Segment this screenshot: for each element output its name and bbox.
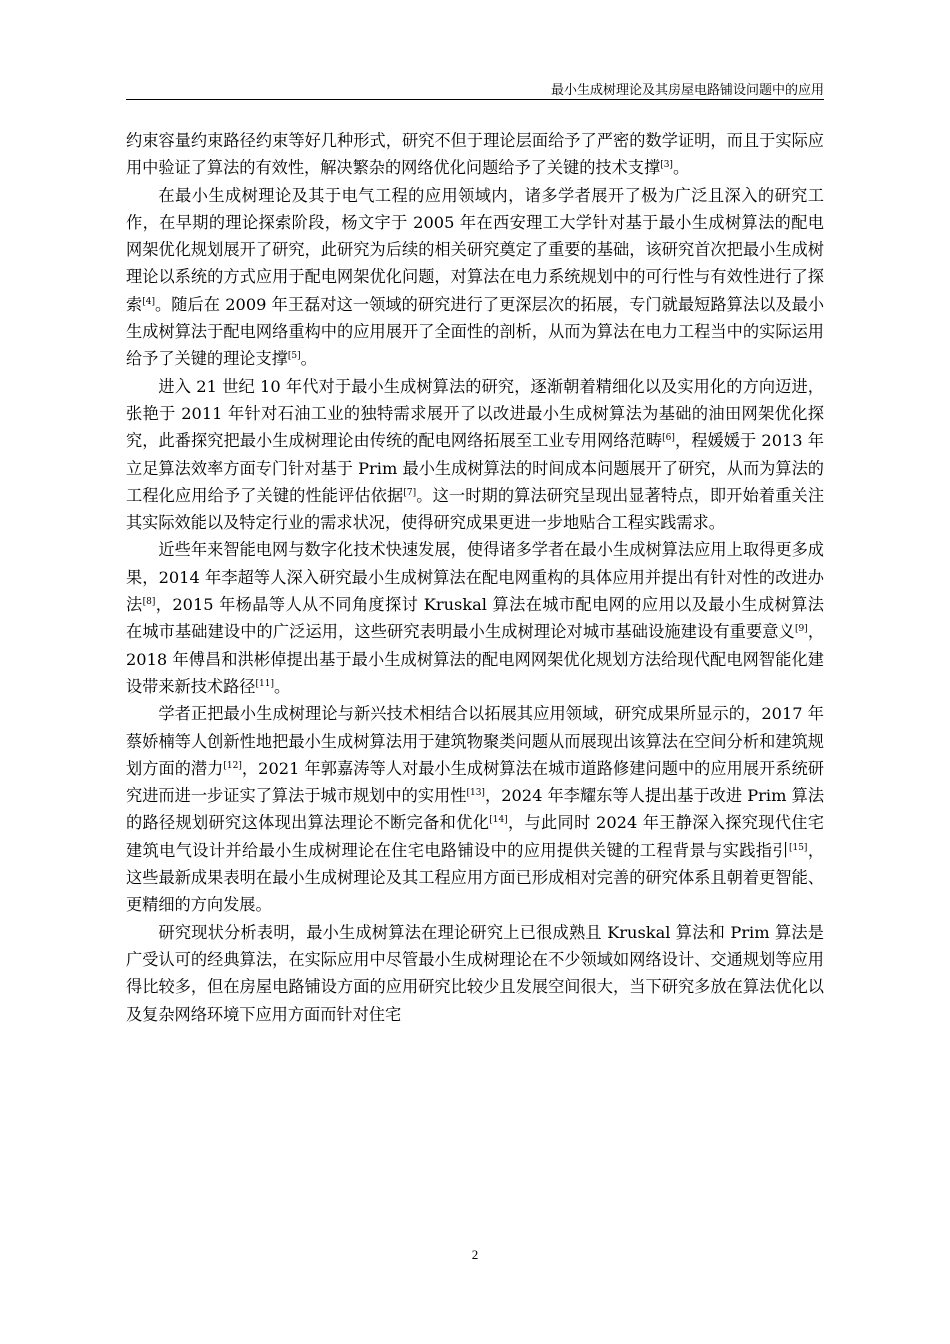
paragraph-text: 。 (273, 676, 291, 696)
paragraph (126, 919, 824, 1028)
paragraph-text: 进入 21 世纪 10 年代对于最小生成树算法的研究，逐渐朝着精细化以及实用化的方向迈进，张艳于 2011 年针对石油工业的独特需求展开了以改进最小生成树算法为基础的油田网架优化探究，此番探究把最小生成树理论由传统的配电网络拓展至工业专用网络范畴 (126, 376, 824, 451)
paragraph-text: 研究现状分析表明，最小生成树算法在理论研究上已很成熟且 Kruskal 算法和 Prim 算法是广受认可的经典算法，在实际应用中尽管最小生成树理论在不少领域如网络设计、交通规划等应用得比较多，但在房屋电路铺设方面的应用研究比较少且发展空间很大，当下研究多放在算法优化以及复杂网络环境下应用方面而针对住宅 (126, 922, 824, 1024)
citation-ref: [9] (794, 624, 808, 635)
paragraph-text: ，2021 年郭嘉涛等人对最小生成树算法在城市道路修建问题中的应用展开系统研究进而进一步证实了算法于城市规划中的实用性 (126, 758, 824, 806)
citation-ref: [13] (466, 788, 485, 799)
paragraph-text: ，2015 年杨晶等人从不同角度探讨 Kruskal 算法在城市配电网的应用以及最小生成树算法在城市基础建设中的广泛运用，这些研究表明最小生成树理论对城市基础设施建设有重要意义 (126, 595, 824, 642)
paragraph-text: ，程媛媛于 2013 年立足算法效率方面专门针对基于 Prim 最小生成树算法的时间成本问题展开了研究，从而为算法的工程化应用给予了关键的性能评估依据 (126, 431, 824, 505)
paragraph-text: ，2024 年李耀东等人提出基于改进 Prim 算法的路径规划研究这体现出算法理论不断完备和优化 (126, 786, 825, 833)
citation-ref: [4] (142, 296, 155, 307)
citation-ref: [8] (142, 597, 156, 608)
paragraph-text: 。这一时期的算法研究呈现出显著特点，即开始着重关注其实际效能以及特定行业的需求状况，使得研究成果更进一步地贴合工程实践需求。 (126, 485, 825, 533)
paragraph (126, 700, 824, 918)
paragraph-text: 。 (672, 158, 690, 178)
citation-ref: [5] (287, 351, 301, 362)
paragraph (126, 536, 824, 700)
page-number: 2 (471, 1247, 479, 1262)
paragraph-text: 近些年来智能电网与数字化技术快速发展，使得诸多学者在最小生成树算法应用上取得更多成果，2014 年李超等人深入研究最小生成树算法在配电网重构的具体应用并提出有针对性的改进办法 (126, 540, 824, 615)
paragraph (126, 127, 824, 182)
paragraph-text: 在最小生成树理论及其于电气工程的应用领域内，诸多学者展开了极为广泛且深入的研究工作，在早期的理论探索阶段，杨文宇于 2005 年在西安理工大学针对基于最小生成树算法的配电网架优化规划展开了研究，此研究为后续的相关研究奠定了重要的基础，该研究首次把最小生成树理论以系统的方式应用于配电网架优化问题，对算法在电力系统规划中的可行性与有效性进行了探索 (126, 185, 824, 314)
paragraph-text: 。 (300, 349, 317, 369)
citation-ref: [11] (255, 678, 274, 689)
header-rule (126, 99, 824, 100)
paragraph-text: ，2018 年傅昌和洪彬倬提出基于最小生成树算法的配电网网架优化规划方法给现代配电网智能化建设带来新技术路径 (126, 622, 825, 696)
paragraph-text: 。随后在 2009 年王磊对这一领域的研究进行了更深层次的拓展，专门就最短路算法以及最小生成树算法于配电网络重构中的应用展开了全面性的剖析，从而为算法在电力工程当中的实际运用给予了关键的理论支撑 (126, 294, 825, 369)
citation-ref: [12] (223, 760, 242, 771)
paragraph-text: 学者正把最小生成树理论与新兴技术相结合以拓展其应用领域，研究成果所显示的，2017 年蔡娇楠等人创新性地把最小生成树算法用于建筑物聚类问题从而展现出该算法在空间分析和建筑规划方面的潜力 (126, 704, 824, 778)
paragraph (126, 373, 824, 537)
paragraph (126, 182, 824, 373)
paragraph-text: ，与此同时 2024 年王静深入探究现代住宅建筑电气设计并给最小生成树理论在住宅电路铺设中的应用提供关键的工程背景与实践指引 (126, 813, 824, 860)
citation-ref: [7] (403, 487, 417, 498)
citation-ref: [3] (660, 160, 673, 171)
citation-ref: [14] (489, 815, 508, 826)
paragraph-text: ，这些最新成果表明在最小生成树理论及其工程应用方面已形成相对完善的研究体系且朝着更智能、更精细的方向发展。 (126, 840, 825, 915)
citation-ref: [15] (788, 842, 808, 853)
body-text (126, 127, 824, 1028)
paragraph-text: 约束容量约束路径约束等好几种形式，研究不但于理论层面给予了严密的数学证明，而且于实际应用中验证了算法的有效性，解决繁杂的网络优化问题给予了关键的技术支撑 (126, 131, 824, 178)
citation-ref: [6] (662, 433, 675, 444)
running-header: 最小生成树理论及其房屋电路铺设问题中的应用 (550, 83, 824, 98)
